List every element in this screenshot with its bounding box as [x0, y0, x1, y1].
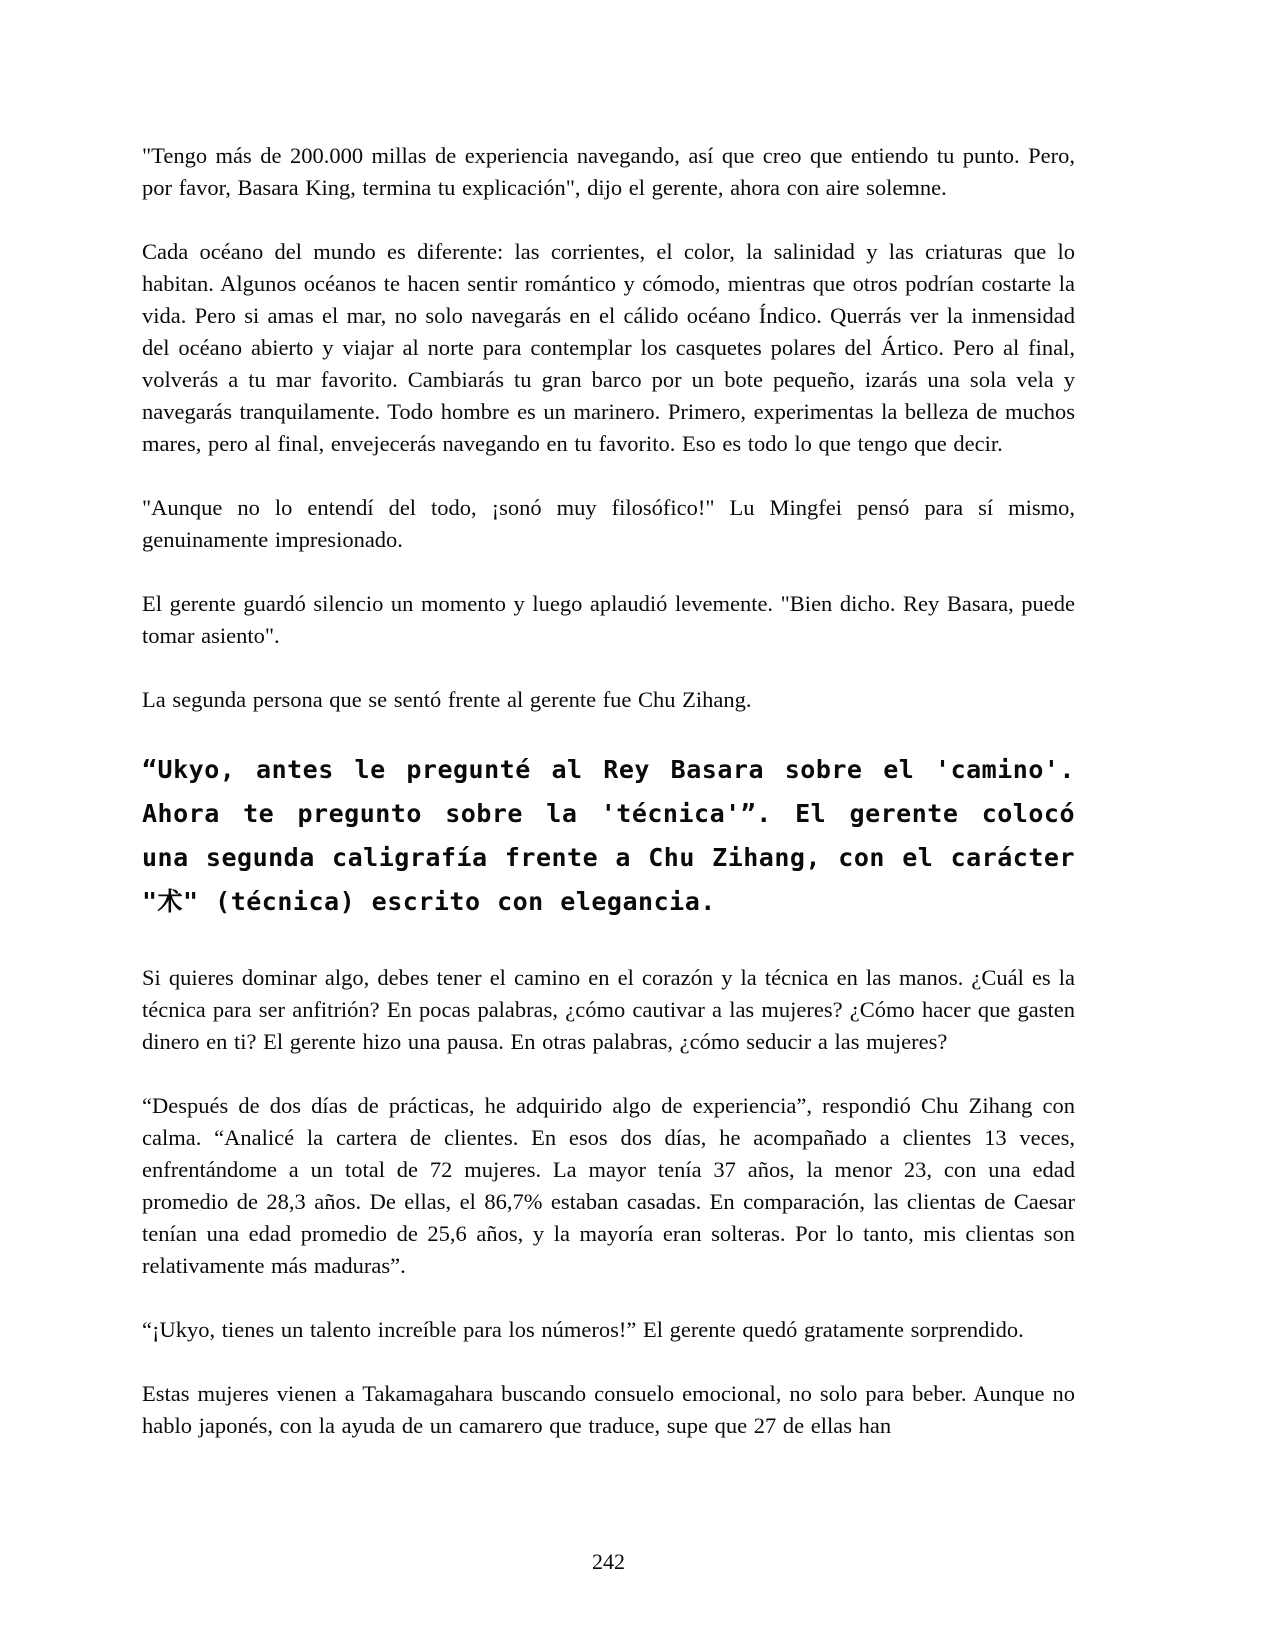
page-footer: [142, 1548, 1075, 1576]
page-number: 242: [592, 1549, 625, 1574]
paragraph-4: El gerente guardó silencio un momento y luego aplaudió levemente. "Bien dicho. Rey Basara, puede tomar asiento".: [142, 591, 1075, 648]
paragraph-8: “Después de dos días de prácticas, he adquirido algo de experiencia”, respondió Chu Zihang con calma. “Analicé la cartera de clientes. En esos dos días, he acompañado a clientes 13 veces, enfrentándome a un total de 72 mujeres. La mayor tenía 37 años, la menor 23, con una edad promedio de 28,3 años. De ellas, el 86,7% estaban casadas. En comparación, las clientas de Caesar tenían una edad promedio de 25,6 años, y la mayoría eran solteras. Por lo tanto, mis clientas son relativamente más maduras”.: [142, 1093, 1075, 1278]
page-content: [142, 140, 1075, 1442]
paragraph-3: "Aunque no lo entendí del todo, ¡sonó muy filosófico!" Lu Mingfei pensó para sí mismo, genuinamente impresionado.: [142, 495, 1075, 552]
paragraph-9: “¡Ukyo, tienes un talento increíble para los números!” El gerente quedó gratamente sorprendido.: [142, 1317, 1024, 1342]
paragraph-1: "Tengo más de 200.000 millas de experiencia navegando, así que creo que entiendo tu punto. Pero, por favor, Basara King, termina tu explicación", dijo el gerente, ahora con aire solemne.: [142, 143, 1075, 200]
paragraph-2: Cada océano del mundo es diferente: las corrientes, el color, la salinidad y las criaturas que lo habitan. Algunos océanos te hacen sentir romántico y cómodo, mientras que otros podrían costarte la vida. Pero si amas el mar, no solo navegarás en el cálido océano Índico. Querrás ver la inmensidad del océano abierto y viajar al norte para contemplar los casquetes polares del Ártico. Pero al final, volverás a tu mar favorito. Cambiarás tu gran barco por un bote pequeño, izarás una sola vela y navegarás tranquilamente. Todo hombre es un marinero. Primero, experimentas la belleza de muchos mares, pero al final, envejecerás navegando en tu favorito. Eso es todo lo que tengo que decir.: [142, 239, 1075, 456]
paragraph-6-emphasis: “Ukyo, antes le pregunté al Rey Basara sobre el 'camino'. Ahora te pregunto sobre la 'técnica'”. El gerente colocó una segunda caligrafía frente a Chu Zihang, con el carácter "术" (técnica) escrito con elegancia.: [142, 755, 1075, 916]
paragraph-7: Si quieres dominar algo, debes tener el camino en el corazón y la técnica en las manos. ¿Cuál es la técnica para ser anfitrión? En pocas palabras, ¿cómo cautivar a las mujeres? ¿Cómo hacer que gasten dinero en ti? El gerente hizo una pausa. En otras palabras, ¿cómo seducir a las mujeres?: [142, 965, 1075, 1054]
paragraph-5: La segunda persona que se sentó frente al gerente fue Chu Zihang.: [142, 687, 752, 712]
paragraph-10: Estas mujeres vienen a Takamagahara buscando consuelo emocional, no solo para beber. Aunque no hablo japonés, con la ayuda de un camarero que traduce, supe que 27 de ellas han: [142, 1381, 1075, 1438]
